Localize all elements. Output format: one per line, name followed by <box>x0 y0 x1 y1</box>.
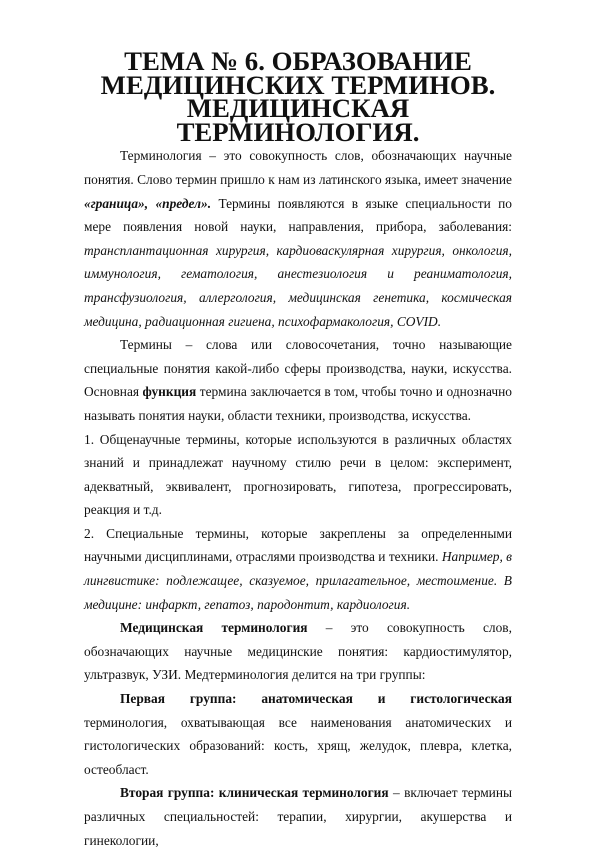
bold-medical-terminology: Медицинская терминология <box>120 620 308 636</box>
emphasis-examples: Например, в лингвистике: подлежащее, сказуемое, прилагательное, местоимение. В медицине: инфаркт, гепатоз, пародонтит, кардиология. <box>84 549 512 612</box>
paragraph-general-terms: 1. Общенаучные термины, которые используются в различных областях знаний и принадлежат научному стилю речи в целом: эксперимент, адекватный, эквивалент, прогнозировать, гипотеза, прогрессировать, реакция и т.д. <box>84 431 512 518</box>
page-title <box>84 46 512 147</box>
bold-second-group: Вторая группа: клиническая терминология <box>120 785 389 801</box>
paragraph-special-terms <box>84 522 512 616</box>
paragraph-second-group <box>84 781 512 852</box>
paragraph-text: термина заключается в том, чтобы точно и однозначно называть понятия науки, области техники, производства, искусства. <box>84 384 513 423</box>
bold-function: функция <box>142 384 197 400</box>
paragraph-text: Термины – слова или словосочетания, точно называющие специальные понятия какой-либо сферы производства, науки, искусства. Основная <box>84 337 512 400</box>
paragraph-text: Терминология – это совокупность слов, обозначающих научные понятия. Слово термин пришло к нам из латинского языка, имеет значение <box>84 148 512 187</box>
paragraph-medical-terminology <box>84 616 512 687</box>
paragraph-text: терминология, охватывающая все наименования анатомических и гистологических образований: кость, хрящ, желудок, плевра, клетка, остеобласт. <box>84 714 512 777</box>
emphasis-examples: трансплантационная хирургия, кардиоваскулярная хирургия, онкология, иммунология, гематология, анестезиология и реаниматология, трансфузиология, аллергология, медицинская генетика, космическая медицина, радиационная гигиена, психофармакология, COVID. <box>84 242 512 329</box>
paragraph-text: – включает термины различных специальностей: терапии, хирургии, акушерства и гинекологии, <box>84 785 513 848</box>
title-line-2: МЕДИЦИНСКАЯ ТЕРМИНОЛОГИЯ. <box>176 93 420 147</box>
emphasis-meaning: «граница», «предел». <box>84 195 212 211</box>
paragraph-terms-definition <box>84 333 512 427</box>
paragraph-text: 2. Специальные термины, которые закреплены за определенными научными дисциплинами, отраслями производства и техники. <box>84 525 512 565</box>
paragraph-first-group <box>84 687 512 781</box>
bold-first-group: Первая группа: анатомическая и гистологическая <box>120 691 512 707</box>
paragraph-text: Термины появляются в языке специальности по мере появления новой науки, направления, прибора, заболевания: <box>84 195 512 235</box>
paragraph-text: – это совокупность слов, обозначающих научные медицинские понятия: кардиостимулятор, ультразвук, УЗИ. Медтерминология делится на три группы: <box>84 620 512 683</box>
title-line-1: ТЕМА № 6. ОБРАЗОВАНИЕ МЕДИЦИНСКИХ ТЕРМИНОВ. <box>100 46 496 100</box>
paragraph-terminology-definition <box>84 144 512 333</box>
